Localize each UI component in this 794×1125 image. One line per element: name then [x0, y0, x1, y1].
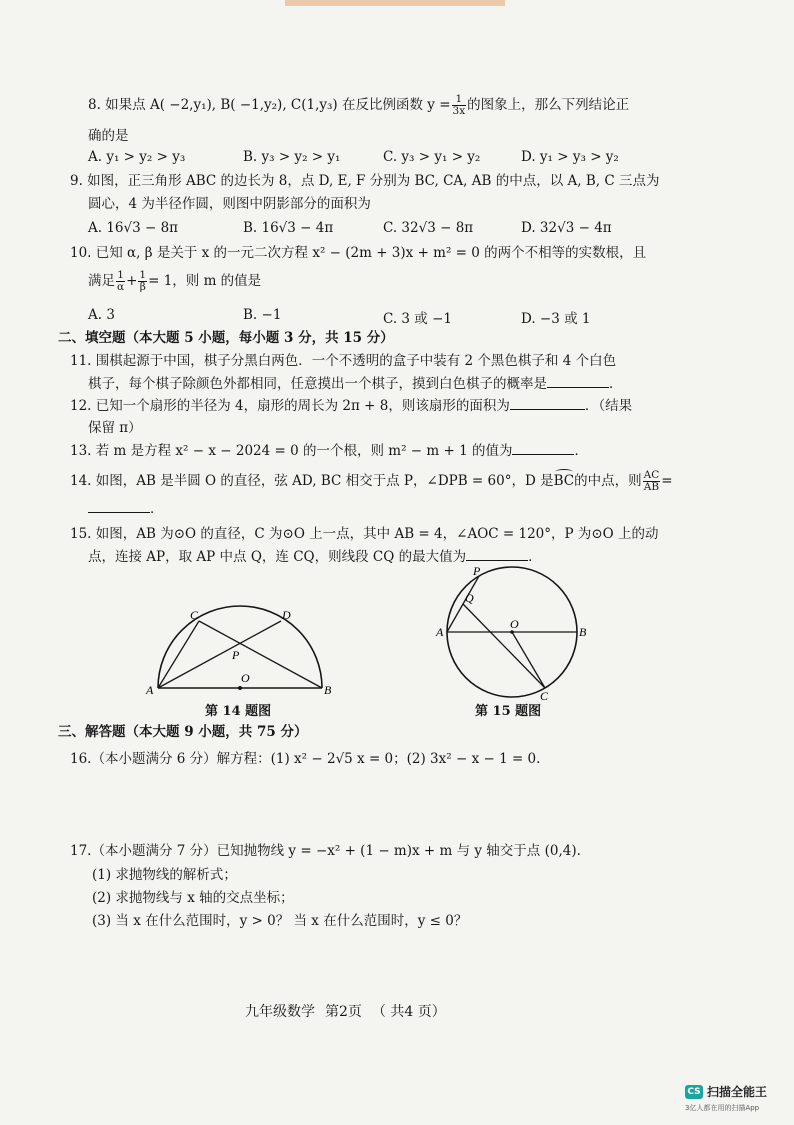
q8-option-d: D. y₁ > y₃ > y₂ [521, 149, 619, 165]
fig14-chord-ad [158, 621, 281, 688]
footer-total: （ 共4 页） [371, 1004, 446, 1020]
fig14-label-d: D [282, 608, 291, 622]
q15-line2: 点，连接 AP，取 AP 中点 Q，连 CQ，则线段 CQ 的最大值为 ． [88, 549, 542, 565]
q9-option-a: A. 16√3 − 8π [88, 220, 179, 236]
fig14-center-dot [238, 686, 242, 690]
section-fill-in-title: 二、填空题（本大题 5 小题，每小题 3 分，共 15 分） [58, 330, 394, 346]
q10-option-b: B. −1 [243, 307, 282, 323]
fig14-label-b: B [324, 683, 332, 697]
q10-option-a: A. 3 [88, 307, 115, 323]
q8-option-a: A. y₁ > y₂ > y₃ [88, 149, 186, 165]
fig14-label-a: A [146, 683, 154, 697]
q9-line2: 圆心，4 为半径作圆，则图中阴影部分的面积为 [88, 196, 371, 212]
q13-answer-blank[interactable] [512, 442, 574, 455]
figure-14-caption: 第 14 题图 [205, 704, 272, 719]
fig14-chord-bc [199, 621, 322, 688]
footer-subject: 九年级数学 [245, 1004, 315, 1020]
watermark-name: 扫描全能王 [707, 1085, 768, 1099]
fig15-label-o: O [510, 617, 519, 631]
q10-option-d: D. −3 或 1 [521, 311, 591, 327]
q9-line1: 9. 如图，正三角形 ABC 的边长为 8，点 D, E, F 分别为 BC, CA, AB 的中点，以 A, B, C 三点为 [70, 173, 660, 189]
figure-15 [430, 565, 590, 700]
q8-line1: 8. 如果点 A( −2,y₁), B( −1,y₂), C(1,y₃) 在反比例函数 y = $\frac{1}{3x}$ 的图象上，那么下列结论正 [88, 93, 630, 117]
q12-line1: 12. 已知一个扇形的半径为 4，扇形的周长为 2π + 8，则该扇形的面积为 ．（结果 [70, 398, 633, 414]
fig15-label-a: A [436, 625, 444, 639]
q15-line1: 15. 如图，AB 为⊙O 的直径，C 为⊙O 上一点，其中 AB = 4，∠AOC = 120°，P 为⊙O 上的动 [70, 526, 659, 542]
q11-answer-blank[interactable] [547, 375, 609, 388]
q8-fraction: $\frac{1}{3x}$ [452, 93, 466, 117]
q10-fraction-beta: $\frac{1}{\beta}$ [139, 269, 147, 293]
q8-option-b: B. y₃ > y₂ > y₁ [243, 149, 341, 165]
q11-line2: 棋子，每个棋子除颜色外都相同，任意摸出一个棋子，摸到白色棋子的概率是 ． [88, 376, 623, 392]
scan-edge-mark [285, 0, 505, 6]
q11-line1: 11. 围棋起源于中国，棋子分黑白两色．一个不透明的盒子中装有 2 个黑色棋子和 4 个白色 [70, 353, 617, 369]
q15-answer-blank[interactable] [466, 548, 528, 561]
fig15-label-b: B [579, 625, 587, 639]
fig15-label-q: Q [465, 591, 474, 605]
section-answer-title: 三、解答题（本大题 9 小题，共 75 分） [58, 724, 308, 740]
q16-line1: 16.（本小题满分 6 分）解方程：(1) x² − 2√5 x = 0；(2) 3x² − x − 1 = 0. [70, 751, 541, 767]
q12-line2: 保留 π） [88, 420, 142, 436]
fig15-label-c: C [540, 689, 549, 700]
q14-line1: 14. 如图，AB 是半圆 O 的直径，弦 AD, BC 相交于点 P，∠DPB = 60°，D 是BC的中点，则 $\frac{AC}{AB}$ = [70, 469, 673, 493]
q8-option-c: C. y₃ > y₁ > y₂ [383, 149, 481, 165]
q10-option-c: C. 3 或 −1 [383, 311, 453, 327]
q17-part-3: (3) 当 x 在什么范围时，y > 0？ 当 x 在什么范围时，y ≤ 0？ [92, 913, 468, 929]
q17-line1: 17.（本小题满分 7 分）已知抛物线 y = −x² + (1 − m)x + m 与 y 轴交于点 (0,4). [70, 843, 581, 859]
fig14-label-p: P [232, 648, 240, 662]
q12-answer-blank[interactable] [510, 397, 585, 410]
q10-line2: 满足 $\frac{1}{\alpha}$ + $\frac{1}{\beta}$ = 1，则 m 的值是 [88, 269, 262, 293]
q17-part-1: (1) 求抛物线的解析式； [92, 867, 237, 883]
fig14-segment-ac [158, 621, 199, 688]
q14-answer-blank[interactable] [88, 500, 150, 513]
camscanner-icon: CS [685, 1085, 703, 1099]
q8-line2: 确的是 [88, 128, 129, 144]
figure-15-caption: 第 15 题图 [475, 704, 542, 719]
q14-arc-bc: BC [553, 473, 575, 489]
page-footer [245, 1001, 456, 1021]
q10-fraction-alpha: $\frac{1}{\alpha}$ [117, 269, 125, 293]
fig14-label-o: O [241, 671, 250, 685]
fig14-label-c: C [190, 608, 199, 622]
q13-line1: 13. 若 m 是方程 x² − x − 2024 = 0 的一个根，则 m² − m + 1 的值为 ． [70, 443, 588, 459]
q9-option-c: C. 32√3 − 8π [383, 220, 474, 236]
fig15-segment-cq [463, 604, 545, 688]
footer-page: 第2页 [325, 1004, 362, 1020]
q10-line1: 10. 已知 α, β 是关于 x 的一元二次方程 x² − (2m + 3)x + m² = 0 的两个不相等的实数根，且 [70, 245, 647, 261]
q17-part-2: (2) 求抛物线与 x 轴的交点坐标； [92, 890, 294, 906]
q14-line2: ． [88, 500, 164, 518]
q9-option-d: D. 32√3 − 4π [521, 220, 612, 236]
q9-option-b: B. 16√3 − 4π [243, 220, 334, 236]
fig15-label-p: P [473, 565, 481, 578]
watermark-tagline: 3亿人都在用的扫描App [685, 1104, 760, 1112]
figure-14 [140, 600, 340, 700]
q14-fraction: $\frac{AC}{AB}$ [643, 469, 660, 493]
